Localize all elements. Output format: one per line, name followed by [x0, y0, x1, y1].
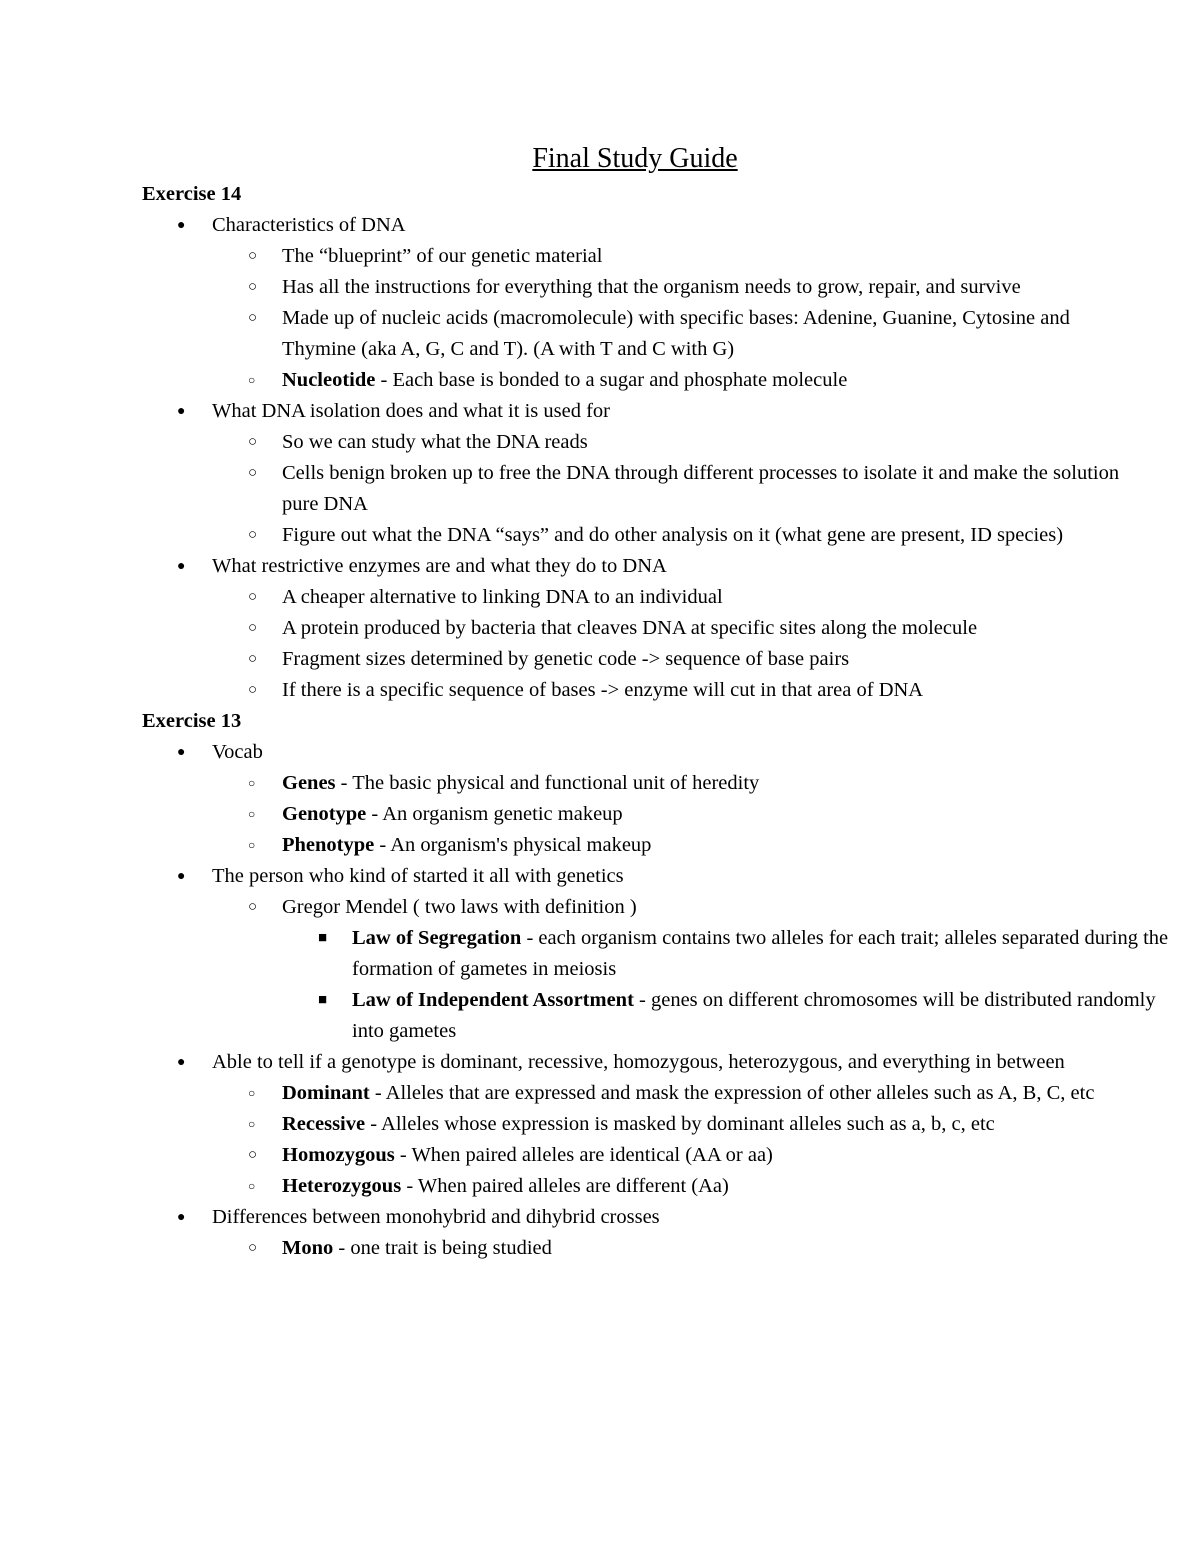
- hollow-circle-bullet-icon: ○: [248, 248, 258, 264]
- list-item: ○ So we can study what the DNA reads: [0, 427, 1200, 458]
- term-law-of-independent-assortment: Law of Independent Assortment: [352, 989, 634, 1011]
- list-item: ○ Phenotype - An organism's physical makeup: [0, 830, 1200, 861]
- term-law-of-segregation: Law of Segregation: [352, 927, 522, 949]
- term-genes: Genes: [282, 772, 336, 794]
- hollow-circle-bullet-icon: ○: [248, 899, 258, 915]
- list-item: ○ If there is a specific sequence of bases -> enzyme will cut in that area of DNA: [0, 675, 1200, 706]
- section-heading-exercise-13: Exercise 13: [142, 710, 242, 732]
- list-item: ○ Genotype - An organism genetic makeup: [0, 799, 1200, 830]
- term-genotype: Genotype: [282, 803, 367, 825]
- list-item: ● Differences between monohybrid and dihybrid crosses: [0, 1202, 1200, 1233]
- dotted-circle-bullet-icon: ○: [248, 1117, 256, 1131]
- hollow-circle-bullet-icon: ○: [248, 1147, 258, 1163]
- list-item: ■ Law of Segregation - each organism contains two alleles for each trait; alleles separated during the formation of gametes in meiosis: [0, 923, 1200, 985]
- filled-circle-bullet-icon: ●: [177, 745, 186, 760]
- term-heterozygous: Heterozygous: [282, 1175, 402, 1197]
- list-item: ● Vocab: [0, 737, 1200, 768]
- list-item: ● Characteristics of DNA: [0, 210, 1200, 241]
- dotted-circle-bullet-icon: ○: [248, 1179, 256, 1193]
- list-item: ○ Genes - The basic physical and functional unit of heredity: [0, 768, 1200, 799]
- list-item: ○ Homozygous - When paired alleles are identical (AA or aa): [0, 1140, 1200, 1171]
- filled-circle-bullet-icon: ●: [177, 559, 186, 574]
- list-item: ○ Figure out what the DNA “says” and do other analysis on it (what gene are present, ID species): [0, 520, 1200, 551]
- term-recessive: Recessive: [282, 1113, 366, 1135]
- hollow-circle-bullet-icon: ○: [248, 651, 258, 667]
- study-guide-content: [0, 179, 1200, 1264]
- list-item: ○ A cheaper alternative to linking DNA to an individual: [0, 582, 1200, 613]
- list-item: ○ Mono - one trait is being studied: [0, 1233, 1200, 1264]
- list-item: ○ Gregor Mendel ( two laws with definition ): [0, 892, 1200, 923]
- list-item: ○ A protein produced by bacteria that cleaves DNA at specific sites along the molecule: [0, 613, 1200, 644]
- list-item: ● The person who kind of started it all with genetics: [0, 861, 1200, 892]
- list-item: ● What restrictive enzymes are and what they do to DNA: [0, 551, 1200, 582]
- list-item: ○ Has all the instructions for everything that the organism needs to grow, repair, and survive: [0, 272, 1200, 303]
- list-item: ○ Heterozygous - When paired alleles are different (Aa): [0, 1171, 1200, 1202]
- section-heading-exercise-14: Exercise 14: [142, 183, 242, 205]
- filled-circle-bullet-icon: ●: [177, 404, 186, 419]
- hollow-circle-bullet-icon: ○: [248, 310, 258, 326]
- filled-circle-bullet-icon: ●: [177, 1210, 186, 1225]
- hollow-circle-bullet-icon: ○: [248, 589, 258, 605]
- hollow-circle-bullet-icon: ○: [248, 279, 258, 295]
- list-item: ● Able to tell if a genotype is dominant, recessive, homozygous, heterozygous, and everything in between: [0, 1047, 1200, 1078]
- filled-circle-bullet-icon: ●: [177, 1055, 186, 1070]
- hollow-circle-bullet-icon: ○: [248, 620, 258, 636]
- hollow-circle-bullet-icon: ○: [248, 682, 258, 698]
- page-title: Final Study Guide: [532, 143, 738, 174]
- hollow-circle-bullet-icon: ○: [248, 527, 258, 543]
- list-item: ○ Dominant - Alleles that are expressed and mask the expression of other alleles such as A, B, C, etc: [0, 1078, 1200, 1109]
- filled-square-bullet-icon: ■: [318, 992, 328, 1008]
- list-item: ○ Fragment sizes determined by genetic code -> sequence of base pairs: [0, 644, 1200, 675]
- hollow-circle-bullet-icon: ○: [248, 465, 258, 481]
- filled-circle-bullet-icon: ●: [177, 218, 186, 233]
- term-phenotype: Phenotype: [282, 834, 375, 856]
- list-item: ■ Law of Independent Assortment - genes on different chromosomes will be distributed randomly into gametes: [0, 985, 1200, 1047]
- term-dominant: Dominant: [282, 1082, 370, 1104]
- list-item: ○ Cells benign broken up to free the DNA through different processes to isolate it and make the solution pure DNA: [0, 458, 1200, 520]
- filled-circle-bullet-icon: ●: [177, 869, 186, 884]
- term-homozygous: Homozygous: [282, 1144, 395, 1166]
- term-mono: Mono: [282, 1237, 334, 1259]
- dotted-circle-bullet-icon: ○: [248, 807, 256, 821]
- hollow-circle-bullet-icon: ○: [248, 434, 258, 450]
- list-item: ○ Made up of nucleic acids (macromolecule) with specific bases: Adenine, Guanine, Cytosine and Thymine (aka A, G, C and T). (A with T and C with G): [0, 303, 1200, 365]
- dotted-circle-bullet-icon: ○: [248, 838, 256, 852]
- filled-square-bullet-icon: ■: [318, 930, 328, 946]
- list-item: ○ Recessive - Alleles whose expression is masked by dominant alleles such as a, b, c, etc: [0, 1109, 1200, 1140]
- list-item: ● What DNA isolation does and what it is used for: [0, 396, 1200, 427]
- list-item: ○ Nucleotide - Each base is bonded to a sugar and phosphate molecule: [0, 365, 1200, 396]
- dotted-circle-bullet-icon: ○: [248, 776, 256, 790]
- list-item: ○ The “blueprint” of our genetic material: [0, 241, 1200, 272]
- dotted-circle-bullet-icon: ○: [248, 1086, 256, 1100]
- term-nucleotide: Nucleotide: [282, 369, 376, 391]
- dotted-circle-bullet-icon: ○: [248, 373, 256, 387]
- hollow-circle-bullet-icon: ○: [248, 1240, 258, 1256]
